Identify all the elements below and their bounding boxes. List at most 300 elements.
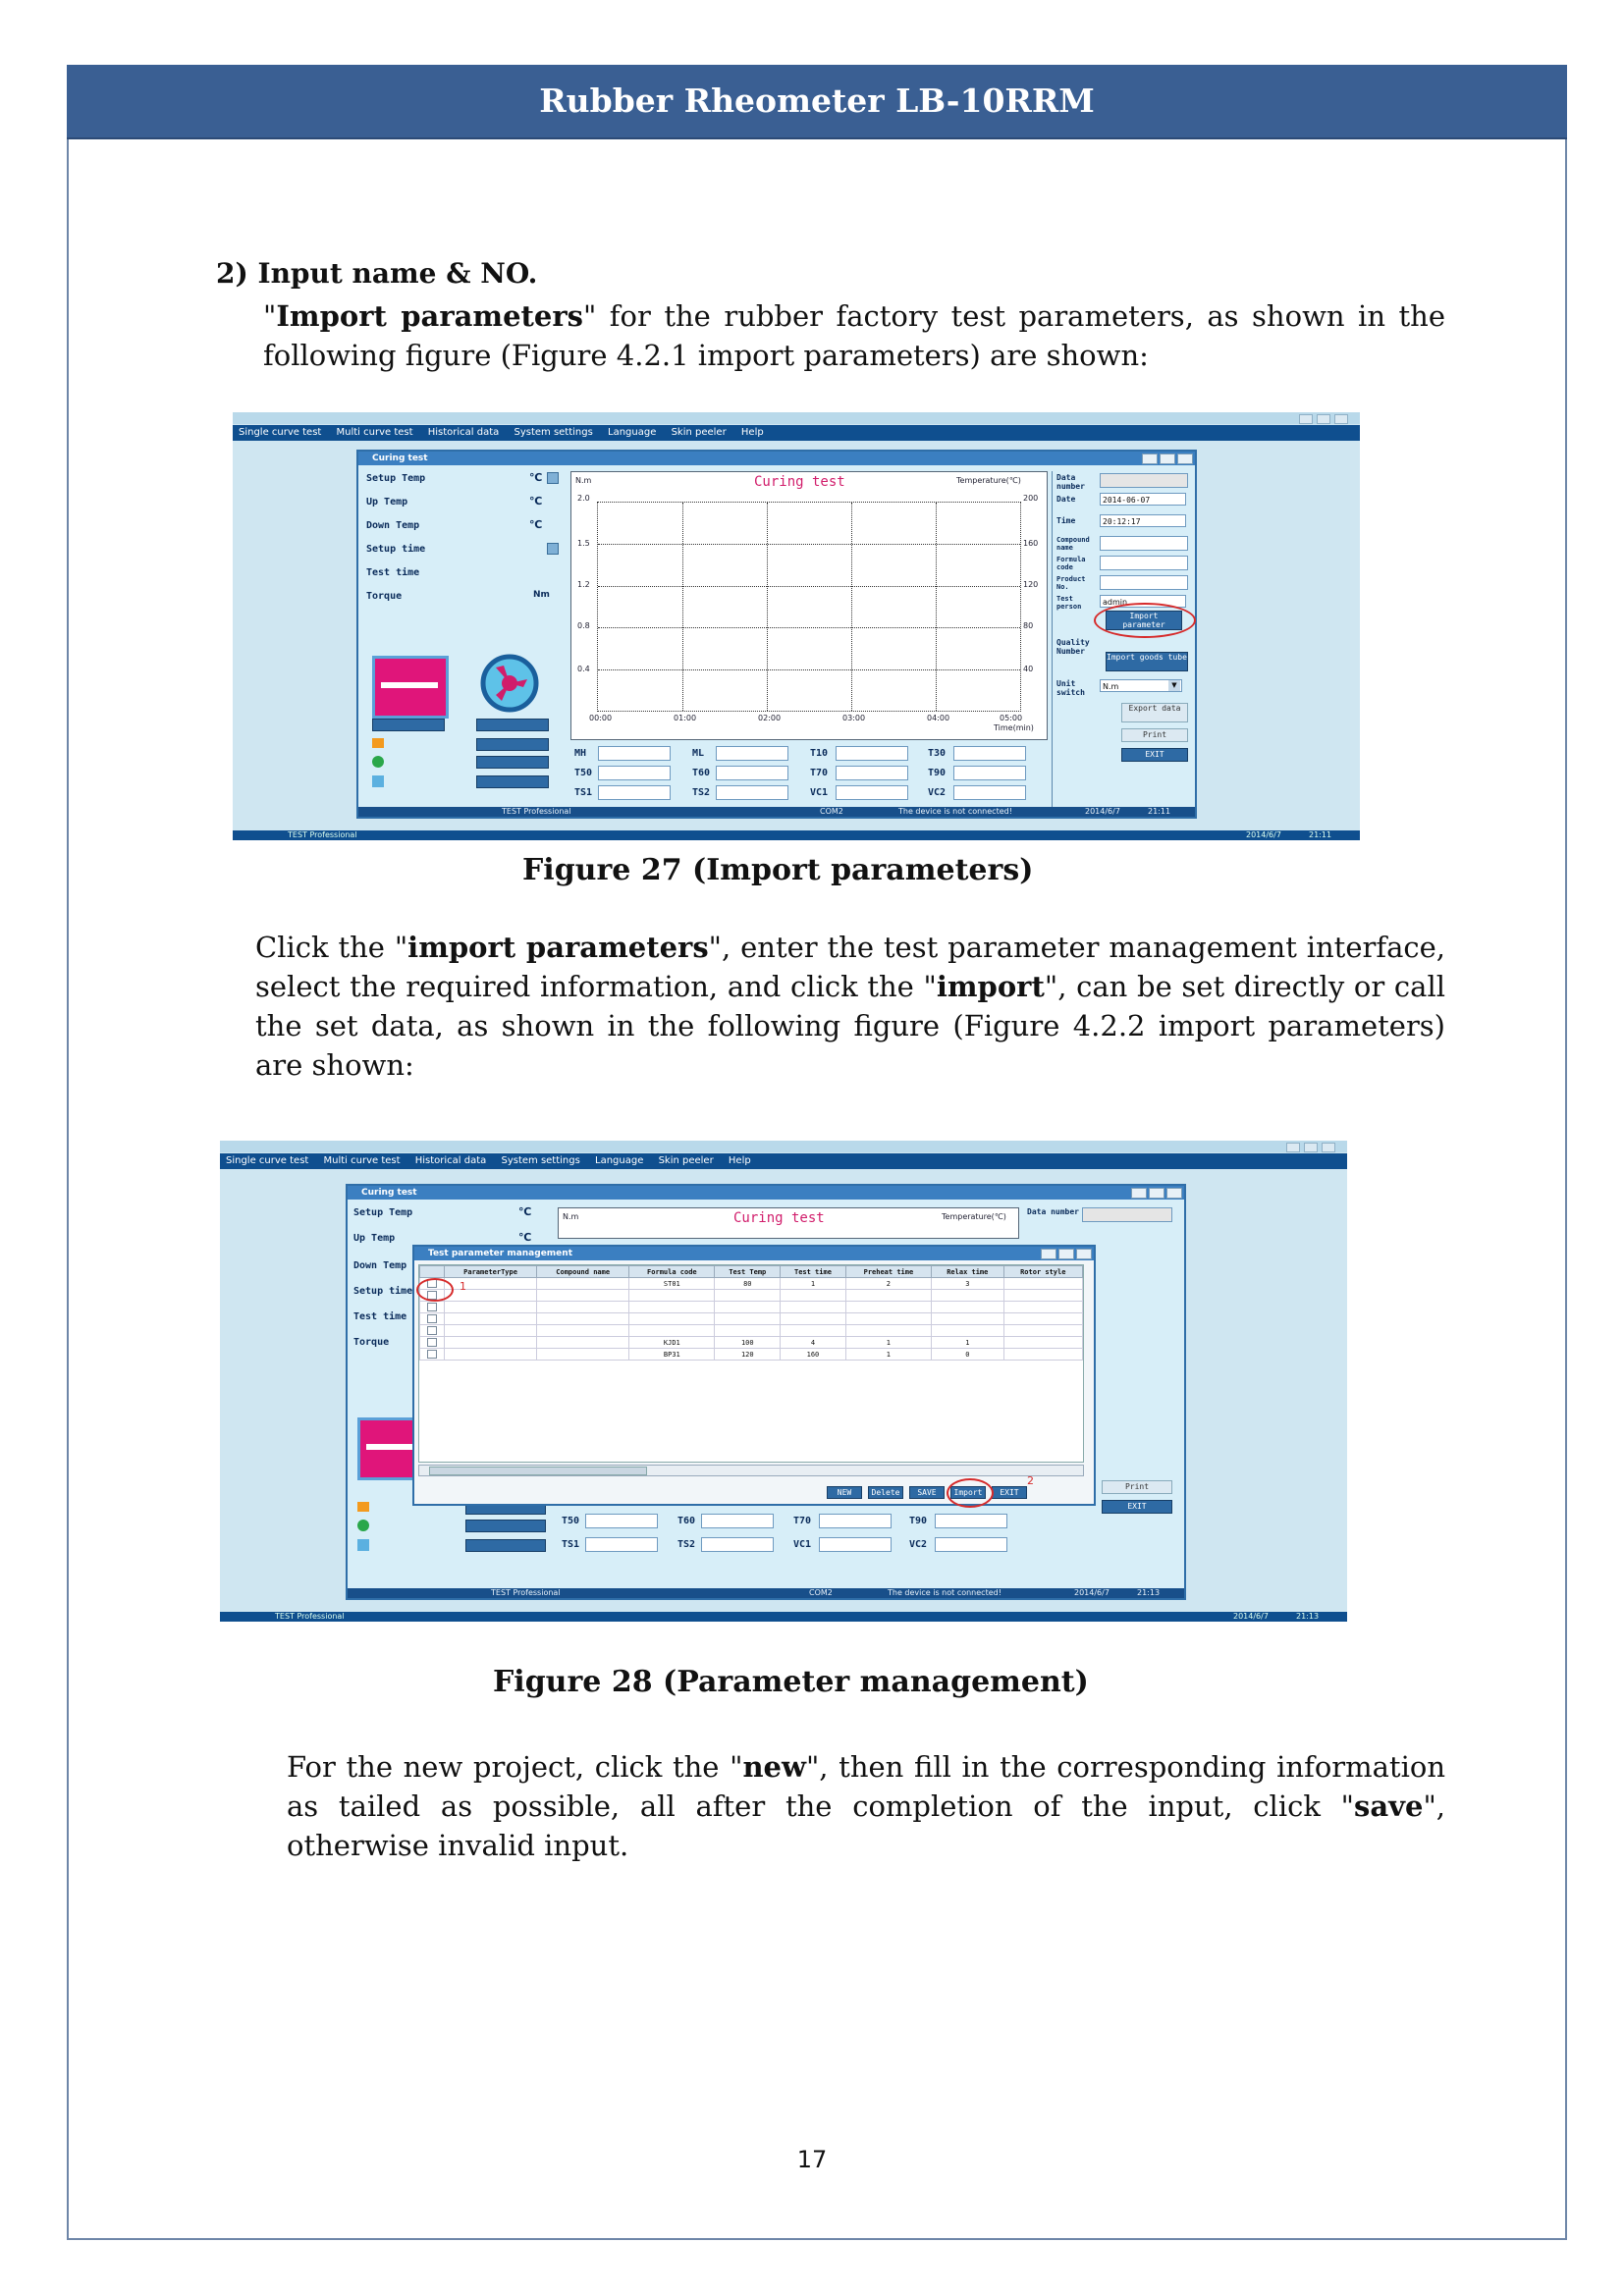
menu-language[interactable]: Language (608, 427, 657, 438)
taskbar (233, 830, 1360, 840)
table-cell[interactable] (781, 1325, 846, 1337)
table-cell[interactable] (715, 1313, 781, 1325)
temp-tick-4: 80 (1023, 621, 1034, 630)
table-cell[interactable] (932, 1290, 1004, 1302)
rotor-icon (474, 654, 545, 713)
taskbar-user-2: TEST Professional (275, 1612, 345, 1621)
table-cell[interactable]: 160 (781, 1349, 846, 1361)
table-row[interactable] (420, 1337, 1083, 1349)
table-cell[interactable] (932, 1325, 1004, 1337)
x-tick-6: 05:00 (1000, 714, 1023, 722)
p2-text-3: ", can be set directly or call the set data, as shown in the following figure (Figure 4.2.2 import parameters) are shown: (255, 970, 1445, 1082)
menu-system[interactable]: System settings (501, 1155, 580, 1166)
result-t70-field[interactable] (836, 766, 908, 780)
row-checkbox[interactable] (427, 1338, 437, 1347)
time-field[interactable]: 20:12:17 (1100, 514, 1186, 527)
table-row[interactable] (420, 1278, 1083, 1290)
taskbar-date-2: 2014/6/7 (1233, 1612, 1269, 1621)
taskbar-date: 2014/6/7 (1246, 830, 1281, 839)
label-data-number: Data number (1056, 473, 1085, 491)
label-unit-switch: Unit switch (1056, 679, 1085, 697)
result-t50-field[interactable] (598, 766, 671, 780)
menu-bar-2 (220, 1153, 1347, 1169)
result-vc1-label-bg: VC1 (793, 1539, 812, 1550)
menu-help[interactable]: Help (728, 1155, 751, 1166)
window-status-bar-2 (348, 1588, 1184, 1598)
app-titlebar (233, 412, 1360, 424)
table-cell[interactable] (1003, 1290, 1082, 1302)
table-cell[interactable]: 1 (781, 1278, 846, 1290)
window-minimize-icon[interactable] (1131, 1188, 1147, 1199)
y-tick-3: 1.2 (577, 580, 590, 589)
col-preheat-time[interactable]: Preheat time (845, 1266, 931, 1278)
chart-title-bg: Curing test (733, 1210, 825, 1226)
label-down-temp: Down Temp (366, 520, 420, 531)
label-setup-temp-bg: Setup Temp (353, 1207, 413, 1218)
temp-tick-3: 120 (1023, 580, 1039, 589)
table-cell[interactable]: 1 (845, 1337, 931, 1349)
table-cell[interactable] (781, 1313, 846, 1325)
unit-down-temp: ℃ (529, 518, 543, 531)
table-cell[interactable] (781, 1302, 846, 1313)
result-t90-label: T90 (928, 768, 947, 778)
result-ts2-label-bg: TS2 (677, 1539, 696, 1550)
paragraph-2 (255, 928, 1445, 1085)
table-cell[interactable] (445, 1278, 537, 1290)
setup-time-edit-icon[interactable] (547, 543, 559, 555)
page-header-title: Rubber Rheometer LB-10RRM (67, 65, 1567, 139)
col-parameter-type[interactable]: ParameterType (445, 1266, 537, 1278)
arrow-icon[interactable] (372, 738, 384, 748)
menu-multi-curve[interactable]: Multi curve test (323, 1155, 401, 1166)
window-close-icon[interactable] (1177, 454, 1193, 464)
menu-help[interactable]: Help (740, 427, 764, 438)
temp-tick-5: 40 (1023, 665, 1034, 673)
add-icon[interactable] (357, 1520, 369, 1531)
table-cell[interactable] (1003, 1349, 1082, 1361)
intro-quote: " (263, 299, 277, 333)
taskbar-time: 21:11 (1309, 830, 1332, 839)
unit-switch-select[interactable]: N.m (1100, 679, 1182, 692)
menu-system[interactable]: System settings (514, 427, 593, 438)
label-setup-time-bg: Setup time (353, 1286, 413, 1297)
row-checkbox[interactable] (427, 1314, 437, 1323)
table-cell[interactable] (845, 1325, 931, 1337)
data-number-field-bg[interactable] (1082, 1207, 1172, 1222)
y-tick-4: 0.8 (577, 621, 590, 630)
label-test-time: Test time (366, 567, 420, 578)
product-no-field[interactable] (1100, 575, 1188, 590)
status-time-2: 21:13 (1137, 1588, 1161, 1597)
p3-bold-1: new (742, 1750, 806, 1784)
label-down-temp-bg: Down Temp (353, 1260, 407, 1271)
table-cell[interactable]: 1 (845, 1349, 931, 1361)
table-cell[interactable] (537, 1349, 629, 1361)
result-t60-label-bg: T60 (677, 1516, 696, 1526)
dialog-maximize-icon[interactable] (1058, 1249, 1074, 1259)
status-port: COM2 (820, 807, 843, 816)
table-cell[interactable] (445, 1349, 537, 1361)
label-setup-temp: Setup Temp (366, 473, 426, 484)
menu-bar (233, 425, 1360, 441)
setup-temp-edit-icon[interactable] (547, 472, 559, 484)
label-up-temp-bg: Up Temp (353, 1233, 396, 1244)
highlight-circle-1 (416, 1278, 454, 1302)
status-time: 21:11 (1148, 807, 1171, 816)
x-tick-3: 02:00 (758, 714, 782, 722)
formula-code-field[interactable] (1100, 556, 1188, 570)
result-t50-label-bg: T50 (562, 1516, 580, 1526)
status-date: 2014/6/7 (1085, 807, 1120, 816)
taskbar-time-2: 21:13 (1296, 1612, 1320, 1621)
p2-bold-1: import parameters (407, 931, 709, 964)
result-vc2-field[interactable] (953, 785, 1026, 800)
p3-text-3: ", otherwise invalid input. (287, 1789, 1445, 1862)
table-cell[interactable] (1003, 1325, 1082, 1337)
window-maximize-icon[interactable] (1149, 1188, 1164, 1199)
p3-text-2: ", then fill in the corresponding information as tailed as possible, all after the completion of the input, click " (287, 1750, 1445, 1823)
exit-button-bg[interactable]: EXIT (1102, 1500, 1172, 1514)
table-cell[interactable] (932, 1313, 1004, 1325)
taskbar-2 (220, 1612, 1347, 1622)
data-number-field[interactable] (1100, 473, 1188, 488)
minimize-icon[interactable] (1286, 1143, 1300, 1152)
import-button[interactable]: Import (950, 1486, 986, 1499)
label-date: Date (1056, 495, 1076, 504)
label-torque-bg: Torque (353, 1337, 390, 1348)
table-cell[interactable] (845, 1313, 931, 1325)
maximize-icon[interactable] (1317, 414, 1330, 424)
status-port-2: COM2 (809, 1588, 833, 1597)
table-cell[interactable]: 0 (932, 1349, 1004, 1361)
result-t10-label: T10 (810, 748, 829, 759)
left-btn-a[interactable] (476, 738, 549, 751)
status-device-2: The device is not connected! (888, 1588, 1001, 1597)
table-cell[interactable] (445, 1325, 537, 1337)
result-t70-label: T70 (810, 768, 829, 778)
intro-bold: Import parameters (276, 299, 583, 333)
info-panel (1052, 471, 1190, 811)
left-btn-c[interactable] (476, 775, 549, 788)
label-compound-name: Compound name (1056, 536, 1090, 552)
table-cell[interactable] (932, 1302, 1004, 1313)
x-tick-4: 03:00 (842, 714, 866, 722)
table-cell[interactable] (445, 1337, 537, 1349)
col-test-temp[interactable]: Test Temp (715, 1266, 781, 1278)
exit-button[interactable]: EXIT (1121, 748, 1188, 762)
p2-bold-2: import (936, 970, 1045, 1003)
menu-language[interactable]: Language (595, 1155, 644, 1166)
result-vc1-label: VC1 (810, 787, 829, 798)
p2-text-1: Click the " (255, 931, 408, 964)
parameter-management-dialog (412, 1245, 1096, 1506)
table-cell[interactable]: ST01 (629, 1278, 715, 1290)
label-data-number-bg: Data number (1027, 1207, 1079, 1216)
result-t70-field-bg[interactable] (819, 1514, 892, 1528)
dialog-minimize-icon[interactable] (1041, 1249, 1056, 1259)
print-button[interactable]: Print (1121, 728, 1188, 742)
paragraph-3 (287, 1747, 1445, 1865)
status-user: TEST Professional (502, 807, 571, 816)
table-cell[interactable] (629, 1313, 715, 1325)
mold-status-image (372, 656, 449, 719)
add-icon[interactable] (372, 756, 384, 768)
label-up-temp: Up Temp (366, 497, 408, 507)
table-cell[interactable] (781, 1290, 846, 1302)
highlight-circle-2 (947, 1478, 994, 1508)
table-cell[interactable] (715, 1290, 781, 1302)
window-title-bg: Curing test (348, 1186, 1184, 1200)
curing-chart-bg (558, 1207, 1019, 1239)
menu-single-curve[interactable]: Single curve test (226, 1155, 309, 1166)
table-row[interactable] (420, 1290, 1083, 1302)
result-t70-label-bg: T70 (793, 1516, 812, 1526)
chart-title: Curing test (754, 474, 845, 490)
scrollbar-thumb[interactable] (429, 1467, 647, 1475)
table-cell[interactable] (445, 1302, 537, 1313)
highlight-circle (1094, 603, 1196, 638)
table-cell[interactable] (629, 1290, 715, 1302)
result-t60-field-bg[interactable] (701, 1514, 774, 1528)
result-ts1-field[interactable] (598, 785, 671, 800)
menu-historical[interactable]: Historical data (427, 427, 500, 438)
taskbar-user: TEST Professional (288, 830, 357, 839)
curing-chart (570, 471, 1048, 740)
chart-plot-area (597, 502, 1021, 712)
table-cell[interactable] (845, 1302, 931, 1313)
x-axis-label: Time(min) (994, 723, 1034, 732)
left-btn-b[interactable] (476, 756, 549, 769)
window-close-icon[interactable] (1166, 1188, 1182, 1199)
col-relax-time[interactable]: Relax time (932, 1266, 1004, 1278)
table-row[interactable] (420, 1349, 1083, 1361)
table-cell[interactable] (629, 1302, 715, 1313)
table-cell[interactable] (445, 1313, 537, 1325)
minimize-icon[interactable] (1299, 414, 1313, 424)
figure-28-screenshot (220, 1141, 1347, 1622)
table-cell[interactable] (629, 1325, 715, 1337)
table-cell[interactable] (537, 1325, 629, 1337)
maximize-icon[interactable] (1304, 1143, 1318, 1152)
unit-setup-temp: ℃ (529, 471, 543, 484)
x-tick-1: 00:00 (589, 714, 613, 722)
chart-right-axis-label-bg: Temperature(℃) (942, 1212, 1006, 1221)
table-cell[interactable] (537, 1302, 629, 1313)
table-row[interactable] (420, 1313, 1083, 1325)
dialog-exit-button[interactable]: EXIT (992, 1486, 1027, 1499)
chevron-down-icon[interactable]: ▼ (1168, 680, 1180, 691)
y-tick-1: 2.0 (577, 494, 590, 503)
y-tick-5: 0.4 (577, 665, 590, 673)
table-cell[interactable]: 80 (715, 1278, 781, 1290)
temp-tick-1: 200 (1023, 494, 1039, 503)
result-vc1-field[interactable] (836, 785, 908, 800)
result-ts2-field[interactable] (716, 785, 788, 800)
figure-27-screenshot (233, 412, 1360, 840)
section-title: 2) Input name & NO. (216, 257, 538, 290)
save-button[interactable]: SAVE (909, 1486, 945, 1499)
result-t90-field[interactable] (953, 766, 1026, 780)
table-cell[interactable] (845, 1290, 931, 1302)
col-formula-code[interactable]: Formula code (629, 1266, 715, 1278)
left-bar-2 (476, 719, 549, 731)
figure-27-caption: Figure 27 (Import parameters) (522, 853, 1034, 887)
parameter-table (418, 1264, 1084, 1463)
table-cell[interactable] (715, 1325, 781, 1337)
left-bar-1 (372, 719, 445, 731)
arrow-icon[interactable] (357, 1502, 369, 1512)
result-ml-label: ML (692, 748, 705, 759)
compound-name-field[interactable] (1100, 536, 1188, 551)
result-vc2-label-bg: VC2 (909, 1539, 928, 1550)
table-cell[interactable] (537, 1278, 629, 1290)
result-t30-label: T30 (928, 748, 947, 759)
label-test-person: Test person (1056, 595, 1082, 611)
status-date-2: 2014/6/7 (1074, 1588, 1110, 1597)
left-btn-c-bg[interactable] (465, 1539, 546, 1552)
table-cell[interactable] (445, 1290, 537, 1302)
dialog-title: Test parameter management (414, 1247, 1094, 1260)
result-t30-field[interactable] (953, 746, 1026, 761)
result-t50-label: T50 (574, 768, 593, 778)
result-mh-label: MH (574, 748, 587, 759)
menu-single-curve[interactable]: Single curve test (239, 427, 322, 438)
curing-test-window (356, 450, 1197, 819)
table-cell[interactable] (537, 1290, 629, 1302)
table-cell[interactable] (715, 1302, 781, 1313)
table-cell[interactable] (1003, 1313, 1082, 1325)
close-icon[interactable] (1322, 1143, 1335, 1152)
result-ts2-label: TS2 (692, 787, 711, 798)
table-cell[interactable]: 1 (932, 1337, 1004, 1349)
window-maximize-icon[interactable] (1160, 454, 1175, 464)
menu-multi-curve[interactable]: Multi curve test (336, 427, 413, 438)
table-cell[interactable] (1003, 1278, 1082, 1290)
label-product-no: Product No. (1056, 575, 1086, 591)
chart-left-axis-label-bg: N.m (563, 1212, 579, 1221)
table-cell[interactable]: KJD1 (629, 1337, 715, 1349)
date-field[interactable]: 2014-06-07 (1100, 493, 1186, 506)
unit-up-temp: ℃ (529, 495, 543, 507)
label-formula-code: Formula code (1056, 556, 1086, 571)
marker-1: 1 (460, 1280, 466, 1293)
col-test-time[interactable]: Test time (781, 1266, 846, 1278)
table-row[interactable] (420, 1325, 1083, 1337)
table-cell[interactable] (1003, 1302, 1082, 1313)
chart-right-axis-label: Temperature(℃) (956, 476, 1021, 485)
row-checkbox[interactable] (427, 1303, 437, 1311)
table-cell[interactable]: BP31 (629, 1349, 715, 1361)
menu-skin[interactable]: Skin peeler (658, 1155, 714, 1166)
window-minimize-icon[interactable] (1142, 454, 1158, 464)
import-goods-tube-button[interactable]: Import goods tube (1106, 652, 1188, 671)
result-t60-field[interactable] (716, 766, 788, 780)
result-ts1-label: TS1 (574, 787, 593, 798)
table-cell[interactable] (1003, 1337, 1082, 1349)
page-number: 17 (796, 2146, 828, 2173)
unit-up-temp-bg: ℃ (518, 1231, 532, 1244)
print-button-bg[interactable]: Print (1102, 1480, 1172, 1494)
table-row[interactable] (420, 1302, 1083, 1313)
status-user-2: TEST Professional (491, 1588, 561, 1597)
row-checkbox[interactable] (427, 1350, 437, 1359)
status-device: The device is not connected! (898, 807, 1012, 816)
result-mh-field[interactable] (598, 746, 671, 761)
result-ml-field[interactable] (716, 746, 788, 761)
result-t90-label-bg: T90 (909, 1516, 928, 1526)
app-titlebar-2 (220, 1141, 1347, 1152)
left-btn-b-bg[interactable] (465, 1520, 546, 1532)
menu-skin[interactable]: Skin peeler (671, 427, 727, 438)
p2-text-2: ", enter the test parameter management interface, select the required information, and click the " (255, 931, 1446, 1003)
table-cell[interactable] (537, 1313, 629, 1325)
rss-icon[interactable] (357, 1539, 369, 1551)
test-person-field[interactable]: admin (1100, 595, 1186, 608)
dialog-close-icon[interactable] (1076, 1249, 1092, 1259)
table-cell[interactable] (537, 1337, 629, 1349)
label-test-time-bg: Test time (353, 1311, 407, 1322)
temp-tick-2: 160 (1023, 539, 1039, 548)
result-ts2-field-bg[interactable] (701, 1537, 774, 1552)
label-setup-time: Setup time (366, 544, 426, 555)
result-ts1-label-bg: TS1 (562, 1539, 580, 1550)
marker-2: 2 (1027, 1474, 1034, 1487)
import-parameter-button[interactable]: Import parameter (1106, 611, 1182, 630)
unit-setup-temp-bg: ℃ (518, 1205, 532, 1218)
window-title: Curing test (358, 452, 1195, 465)
figure-28-caption: Figure 28 (Parameter management) (493, 1665, 1089, 1699)
horizontal-scrollbar[interactable] (418, 1465, 1084, 1476)
new-button[interactable]: NEW (827, 1486, 862, 1499)
x-tick-5: 04:00 (927, 714, 950, 722)
table-cell[interactable]: 100 (715, 1337, 781, 1349)
p3-text-1: For the new project, click the " (287, 1750, 743, 1784)
chart-left-axis-label: N.m (575, 476, 592, 485)
export-data-button[interactable]: Export data (1121, 703, 1188, 722)
p3-bold-2: save (1354, 1789, 1424, 1823)
intro-paragraph (263, 296, 1445, 375)
label-time: Time (1056, 516, 1076, 525)
results-panel (570, 742, 1046, 811)
delete-button[interactable]: Delete (868, 1486, 903, 1499)
result-t50-field-bg[interactable] (585, 1514, 658, 1528)
label-quality-number: Quality Number (1056, 638, 1090, 656)
unit-torque: Nm (533, 590, 550, 600)
close-icon[interactable] (1334, 414, 1348, 424)
menu-historical[interactable]: Historical data (414, 1155, 487, 1166)
rss-icon[interactable] (372, 775, 384, 787)
intro-rest: " for the rubber factory test parameters, as shown in the following figure (Figure 4.2.1 import parameters) are shown: (263, 299, 1445, 372)
row-checkbox[interactable] (427, 1326, 437, 1335)
window-status-bar (358, 807, 1195, 817)
table-cell[interactable]: 4 (781, 1337, 846, 1349)
col-rotor-style[interactable]: Rotor style (1003, 1266, 1082, 1278)
result-vc2-label: VC2 (928, 787, 947, 798)
result-t90-field-bg[interactable] (935, 1514, 1007, 1528)
table-cell[interactable]: 120 (715, 1349, 781, 1361)
table-cell[interactable]: 2 (845, 1278, 931, 1290)
table-cell[interactable]: 3 (932, 1278, 1004, 1290)
col-compound-name[interactable]: Compound name (537, 1266, 629, 1278)
result-t60-label: T60 (692, 768, 711, 778)
result-ts1-field-bg[interactable] (585, 1537, 658, 1552)
label-torque: Torque (366, 591, 403, 602)
result-vc1-field-bg[interactable] (819, 1537, 892, 1552)
y-tick-2: 1.5 (577, 539, 590, 548)
result-vc2-field-bg[interactable] (935, 1537, 1007, 1552)
x-tick-2: 01:00 (674, 714, 697, 722)
result-t10-field[interactable] (836, 746, 908, 761)
